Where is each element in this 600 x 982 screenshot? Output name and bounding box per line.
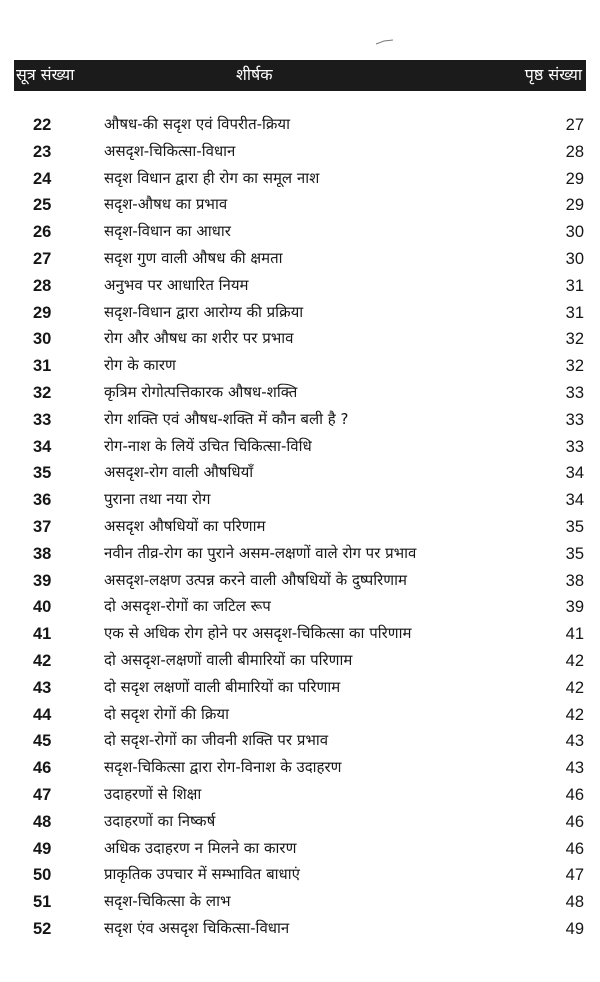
contents-row	[0, 407, 600, 434]
contents-row	[0, 916, 600, 943]
contents-row	[0, 487, 600, 514]
sutra-number: 39	[33, 571, 52, 590]
topic-title: सदृश-चिकित्सा के लाभ	[104, 892, 231, 911]
sutra-number: 52	[33, 919, 52, 938]
sutra-number: 36	[33, 491, 52, 510]
topic-title: रोग-नाश के लियें उचित चिकित्सा-विधि	[104, 436, 312, 455]
page-number: 42	[565, 651, 584, 670]
table-header	[14, 60, 586, 91]
header-title: शीर्षक	[236, 65, 273, 84]
page-number: 46	[565, 785, 584, 804]
page-number: 29	[565, 196, 584, 215]
topic-title: उदाहरणों से शिक्षा	[104, 784, 202, 803]
topic-title: सदृश-औषध का प्रभाव	[104, 195, 228, 214]
sutra-number: 24	[33, 169, 52, 188]
contents-row	[0, 246, 600, 273]
sutra-number: 34	[33, 437, 52, 456]
page-number: 46	[565, 839, 584, 858]
contents-row	[0, 139, 600, 166]
header-page-number: पृष्ठ संख्या	[524, 65, 582, 84]
topic-title: रोग और औषध का शरीर पर प्रभाव	[104, 329, 294, 348]
sutra-number: 35	[33, 464, 52, 483]
header-sutra-number: सूत्र संख्या	[16, 65, 75, 84]
page-number: 48	[565, 893, 584, 912]
sutra-number: 43	[33, 678, 52, 697]
page-number: 42	[565, 678, 584, 697]
sutra-number: 27	[33, 249, 52, 268]
topic-title: रोग के कारण	[104, 356, 176, 375]
page-number: 33	[565, 383, 584, 402]
sutra-number: 44	[33, 705, 52, 724]
page-number: 49	[565, 919, 584, 938]
contents-row	[0, 889, 600, 916]
topic-title: दो असदृश-रोगों का जटिल रूप	[104, 597, 271, 616]
topic-title: दो असदृश-लक्षणों वाली बीमारियों का परिणाम	[104, 650, 353, 669]
topic-title: अधिक उदाहरण न मिलने का कारण	[104, 838, 297, 857]
contents-row	[0, 166, 600, 193]
topic-title: सदृश विधान द्वारा ही रोग का समूल नाश	[104, 168, 320, 187]
sutra-number: 37	[33, 517, 52, 536]
page-number: 30	[565, 249, 584, 268]
topic-title: सदृश-चिकित्सा द्वारा रोग-विनाश के उदाहरण	[104, 758, 342, 777]
page-number: 31	[565, 276, 584, 295]
contents-row	[0, 782, 600, 809]
page-number: 32	[565, 357, 584, 376]
sutra-number: 31	[33, 357, 52, 376]
sutra-number: 32	[33, 383, 52, 402]
page-number: 30	[565, 223, 584, 242]
topic-title: सदृश-विधान द्वारा आरोग्य की प्रक्रिया	[104, 302, 304, 321]
page-number: 34	[565, 491, 584, 510]
sutra-number: 51	[33, 893, 52, 912]
sutra-number: 41	[33, 625, 52, 644]
topic-title: सदृश गुण वाली औषध की क्षमता	[104, 248, 283, 267]
topic-title: प्राकृतिक उपचार में सम्भावित बाधाएं	[104, 865, 300, 884]
topic-title: दो सदृश लक्षणों वाली बीमारियों का परिणाम	[104, 677, 341, 696]
sutra-number: 38	[33, 544, 52, 563]
contents-row	[0, 192, 600, 219]
contents-row	[0, 353, 600, 380]
page-number: 33	[565, 410, 584, 429]
topic-title: सदृश एंव असदृश चिकित्सा-विधान	[104, 918, 290, 937]
page-number: 28	[565, 142, 584, 161]
page-number: 32	[565, 330, 584, 349]
contents-row	[0, 809, 600, 836]
contents-row	[0, 702, 600, 729]
sutra-number: 23	[33, 142, 52, 161]
sutra-number: 49	[33, 839, 52, 858]
sutra-number: 22	[33, 116, 52, 134]
sutra-number: 33	[33, 410, 52, 429]
page-number: 27	[565, 116, 584, 134]
topic-title: असदृश-लक्षण उत्पन्न करने वाली औषधियों के दुष्परिणाम	[104, 570, 407, 589]
page-number: 46	[565, 812, 584, 831]
contents-row	[0, 755, 600, 782]
page-number: 35	[565, 544, 584, 563]
sutra-number: 45	[33, 732, 52, 751]
sutra-number: 47	[33, 785, 52, 804]
contents-row	[0, 648, 600, 675]
pen-mark	[375, 38, 395, 46]
contents-row	[0, 728, 600, 755]
sutra-number: 40	[33, 598, 52, 617]
sutra-number: 42	[33, 651, 52, 670]
topic-title: एक से अधिक रोग होने पर असदृश-चिकित्सा का परिणाम	[104, 624, 412, 643]
page-number: 33	[565, 437, 584, 456]
topic-title: असदृश-रोग वाली औषधियाँ	[104, 463, 254, 482]
sutra-number: 28	[33, 276, 52, 295]
contents-row	[0, 675, 600, 702]
contents-list	[0, 112, 600, 943]
topic-title: असदृश औषधियों का परिणाम	[104, 516, 266, 535]
sutra-number: 26	[33, 223, 52, 242]
contents-row	[0, 568, 600, 595]
topic-title: उदाहरणों का निष्कर्ष	[104, 811, 216, 830]
page-number: 42	[565, 705, 584, 724]
topic-title: रोग शक्ति एवं औषध-शक्ति में कौन बली है ?	[104, 409, 349, 428]
contents-row	[0, 273, 600, 300]
page-number: 43	[565, 732, 584, 751]
topic-title: असदृश-चिकित्सा-विधान	[104, 141, 236, 160]
contents-row	[0, 219, 600, 246]
page-number: 47	[565, 866, 584, 885]
page-number: 31	[565, 303, 584, 322]
sutra-number: 30	[33, 330, 52, 349]
sutra-number: 29	[33, 303, 52, 322]
topic-title: दो सदृश-रोगों का जीवनी शक्ति पर प्रभाव	[104, 731, 329, 750]
sutra-number: 50	[33, 866, 52, 885]
topic-title: कृत्रिम रोगोत्पत्तिकारक औषध-शक्ति	[104, 382, 298, 401]
contents-row	[0, 514, 600, 541]
page-number: 43	[565, 759, 584, 778]
sutra-number: 48	[33, 812, 52, 831]
page-number: 29	[565, 169, 584, 188]
page-number: 38	[565, 571, 584, 590]
topic-title: औषध-की सदृश एवं विपरीत-क्रिया	[104, 115, 291, 133]
contents-row	[0, 300, 600, 327]
sutra-number: 25	[33, 196, 52, 215]
contents-row	[0, 112, 600, 139]
page-number: 39	[565, 598, 584, 617]
topic-title: दो सदृश रोगों की क्रिया	[104, 704, 229, 723]
contents-row	[0, 326, 600, 353]
page-number: 35	[565, 517, 584, 536]
page-number: 41	[565, 625, 584, 644]
sutra-number: 46	[33, 759, 52, 778]
topic-title: नवीन तीव्र-रोग का पुराने असम-लक्षणों वाले रोग पर प्रभाव	[104, 543, 417, 562]
contents-row	[0, 380, 600, 407]
topic-title: पुराना तथा नया रोग	[104, 490, 211, 509]
contents-row	[0, 594, 600, 621]
contents-row	[0, 836, 600, 863]
contents-row	[0, 541, 600, 568]
page-number: 34	[565, 464, 584, 483]
topic-title: सदृश-विधान का आधार	[104, 222, 231, 241]
contents-row	[0, 460, 600, 487]
contents-row	[0, 434, 600, 461]
contents-row	[0, 621, 600, 648]
topic-title: अनुभव पर आधारित नियम	[104, 275, 249, 294]
contents-row	[0, 862, 600, 889]
